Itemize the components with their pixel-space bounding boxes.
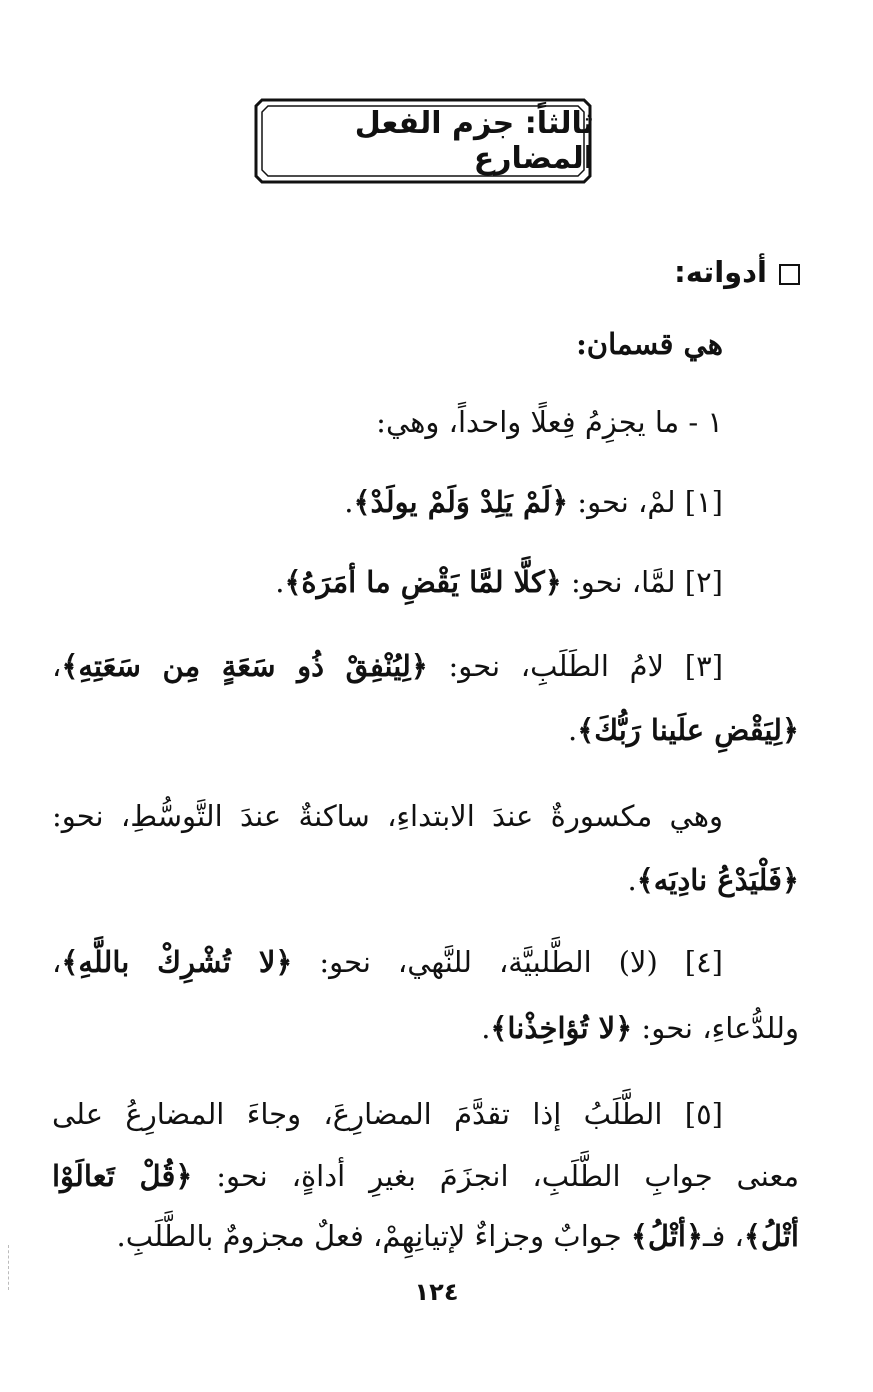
quran-quote: ﴿لا تُؤاخِذْنا﴾ [490,1011,633,1045]
line-suffix: . [481,1011,491,1045]
text-line [116,1219,799,1253]
text-line: هي قسمان: [576,327,723,361]
page-title: ثالثاً: جزم الفعل المضارع [354,106,594,176]
text-line [344,485,723,519]
line-suffix: . [568,713,578,747]
line-suffix: . [344,485,354,519]
line-prefix: [١] لمْ، نحو: [568,485,723,519]
line-prefix: معنى جوابِ الطَّلَبِ، انجزَمَ بغيرِ أداةٍ، نحو: [192,1159,799,1193]
line-suffix: ، [52,945,62,979]
text-line: ١ - ما يجزِمُ فِعلًا واحداً، وهي: [376,405,723,439]
text-line [52,1159,799,1193]
quran-quote: ﴿لَمْ يَلِدْ وَلَمْ يولَدْ﴾ [353,485,569,519]
quran-quote: أتْلُ﴾ [743,1219,799,1253]
quran-quote: ﴿أتْلُ﴾ [630,1219,703,1253]
text-line [52,649,724,683]
text-line: [٥] الطَّلَبُ إذا تقدَّمَ المضارِعَ، وجاءَ المضارِعُ على [52,1097,723,1131]
text-line [275,565,723,599]
text-line [568,713,799,747]
text-line [52,945,723,979]
section-heading-text: أدواته: [674,255,767,289]
line-suffix: . [275,565,285,599]
line-suffix: جوابٌ وجزاءٌ لإتيانِهِمْ، فعلٌ مجزومٌ بالطَّلَبِ. [116,1219,631,1253]
title-frame [252,96,594,186]
square-bullet-icon [779,264,800,285]
quran-quote: ﴿لا تُشْرِكْ باللَّهِ﴾ [61,945,293,979]
text-line [481,1011,799,1045]
text-line: وهي مكسورةٌ عندَ الابتداءِ، ساكنةٌ عندَ التَّوسُّطِ، نحو: [52,799,723,833]
quran-quote: ﴿فَلْيَدْعُ نادِيَه﴾ [636,863,799,897]
line-prefix: [٢] لمَّا، نحو: [561,565,723,599]
section-heading [674,255,800,289]
line-prefix: [٣] لامُ الطَلَبِ، نحو: [427,649,724,683]
quran-quote: ﴿لِيُنْفِقْ ذُو سَعَةٍ مِن سَعَتِهِ﴾ [61,649,428,683]
line-suffix: ، فـ [702,1219,744,1253]
quran-quote: ﴿قُلْ تَعالَوْا [52,1159,193,1193]
line-prefix: وللدُّعاءِ، نحو: [632,1011,799,1045]
scan-edge-mark [8,1245,11,1290]
text-line [627,863,799,897]
page-number: ١٢٤ [414,1278,459,1306]
line-suffix: . [627,863,637,897]
quran-quote: ﴿لِيَقْضِ علَينا رَبُّكَ﴾ [577,713,799,747]
line-suffix: ، [52,649,62,683]
line-prefix: [٤] (لا) الطَّلبيَّة، للنَّهي، نحو: [292,945,723,979]
quran-quote: ﴿كلَّا لمَّا يَقْضِ ما أمَرَهُ﴾ [284,565,562,599]
